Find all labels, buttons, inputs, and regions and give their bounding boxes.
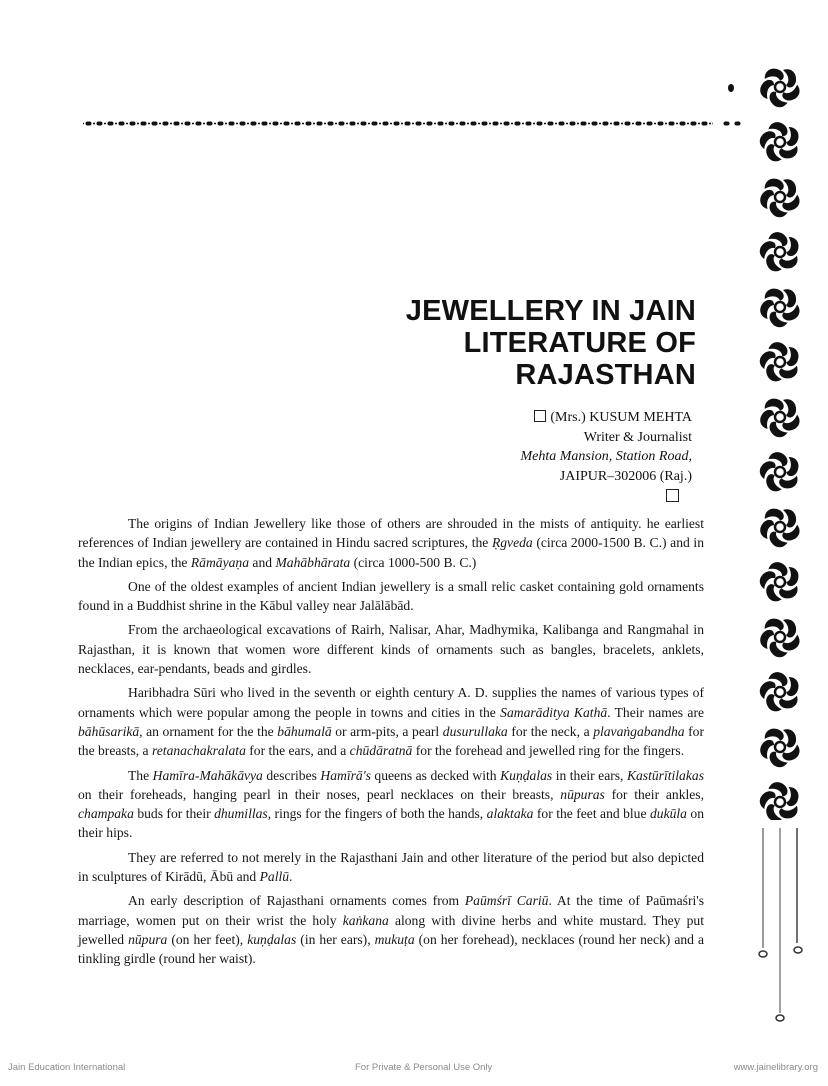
bead-chain-rule-tail: [721, 121, 745, 126]
paragraph: The Hamīra-Mahākāvya describes Hamīrā's queens as decked with Kuṇḍalas in their ears, Kastūrītilakas on their foreheads, hanging pearl in their noses, pearl necklaces on their breasts, nūpuras for their ankles, champaka buds for their dhumillas, rings for the fingers of both the hands, alaktaka for the feet and blue dukūla on their hips.: [78, 767, 704, 841]
paragraph: One of the oldest examples of ancient Indian jewellery is a small relic casket containing gold ornaments found in a Buddhist shrine in the Kābul valley near Jalālābād.: [78, 578, 704, 614]
italic-term: Rāmāyaṇa: [190, 554, 250, 570]
paragraph: They are referred to not merely in the Rajasthani Jain and other literature of the period but also depicted in sculptures of Kirādū, Ābū and Pallū.: [78, 849, 704, 885]
italic-term: nūpuras: [560, 786, 605, 802]
paragraph: An early description of Rajasthani ornaments comes from Paūmśrī Cariū. At the time of Paūmaśri's marriage, women put on their wrist the holy kaṅkana along with divine herbs and white mustard. They put jewelled nūpura (on her feet), kuṇḍalas (in her ears), mukuṭa (on her forehead), necklaces (round her neck) and a tinkling girdle (round her waist).: [78, 893, 704, 967]
italic-term: champaka: [78, 806, 134, 822]
author-role: Writer & Journalist: [583, 429, 692, 445]
author-address-line-2: JAIPUR–302006 (Raj.): [559, 468, 692, 484]
italic-term: kuṇḍalas: [247, 931, 297, 947]
footer-left: Jain Education International: [8, 1062, 126, 1073]
paisley-border-icon: [753, 60, 807, 820]
title-line-1: JEWELLERY IN JAIN: [405, 295, 696, 327]
box-ornament-icon: [666, 489, 679, 502]
bead-chain-rule: [83, 121, 713, 126]
paragraph: Haribhadra Sūri who lived in the seventh or eighth century A. D. supplies the names of various types of ornaments which were popular among the people in towns and cities in the Samarāditya Kathā. Their names are bāhūsarikā, an ornament for the the bāhumalā or arm-pits, a pearl dusurullaka for the neck, a plavaṅgabandha for the breasts, a retanachakralata for the ears, and a chūdāratnā for the forehead and jewelled ring for the fingers.: [78, 685, 705, 759]
italic-term: chūdāratnā: [349, 743, 413, 759]
checkbox-ornament-icon: [534, 410, 546, 422]
italic-term: Samarāditya Kathā: [500, 704, 608, 720]
paragraph: The origins of Indian Jewellery like those of others are shrouded in the mists of antiquity. he earliest references of Indian jewellery are contained in Hindu sacred scriptures, the Ṛgveda (circa 2000-1500 B. C.) and in the Indian epics, the Rāmāyaṇa and Mahābhārata (circa 1000-500 B. C.): [78, 516, 704, 570]
author-byline: [521, 408, 693, 486]
italic-term: Hamīrā's: [320, 767, 371, 783]
italic-term: Kuṇḍalas: [500, 767, 553, 783]
italic-term: bāhūsarikā: [78, 723, 140, 739]
italic-term: kaṅkana: [342, 912, 389, 928]
italic-term: dukūla: [649, 806, 687, 822]
italic-term: Ṛgveda: [491, 535, 533, 551]
italic-term: retanachakralata: [151, 743, 246, 759]
paragraph: From the archaeological excavations of Rairh, Nalisar, Ahar, Madhymika, Kalibanga and Rangmahal in Rajasthan, it is known that women wore different kinds of ornaments such as bangles, bracelets, anklets, necklaces, ear-pendants, beads and girdles.: [78, 622, 704, 677]
italic-term: plavaṅgabandha: [593, 723, 685, 739]
italic-term: dhumillas: [214, 806, 268, 822]
italic-term: nūpura: [128, 931, 168, 947]
footer-right[interactable]: www.jainelibrary.org: [733, 1062, 818, 1073]
pendant-chains-icon: [755, 828, 815, 1028]
author-address-line-1: Mehta Mansion, Station Road,: [520, 449, 692, 464]
article-body: [78, 514, 704, 974]
article-title: [406, 295, 696, 391]
italic-term: bāhumalā: [277, 723, 332, 739]
italic-term: mukuṭa: [374, 931, 415, 947]
author-name: (Mrs.) KUSUM MEHTA: [550, 410, 692, 425]
bead-dot-ornament: [728, 84, 734, 92]
footer-center: For Private & Personal Use Only: [355, 1062, 493, 1073]
italic-term: Kastūrītilakas: [626, 767, 704, 783]
title-line-2: LITERATURE OF: [463, 327, 696, 359]
italic-term: Paūmśrī Cariū: [464, 893, 549, 909]
italic-term: alaktaka: [486, 806, 534, 822]
italic-term: dusurullaka: [442, 723, 508, 739]
italic-term: Mahābhārata: [275, 554, 351, 570]
title-line-3: RAJASTHAN: [515, 359, 696, 391]
page-footer: [0, 1062, 828, 1076]
italic-term: Pallū: [259, 869, 290, 885]
italic-term: Hamīra-Mahākāvya: [152, 767, 263, 783]
